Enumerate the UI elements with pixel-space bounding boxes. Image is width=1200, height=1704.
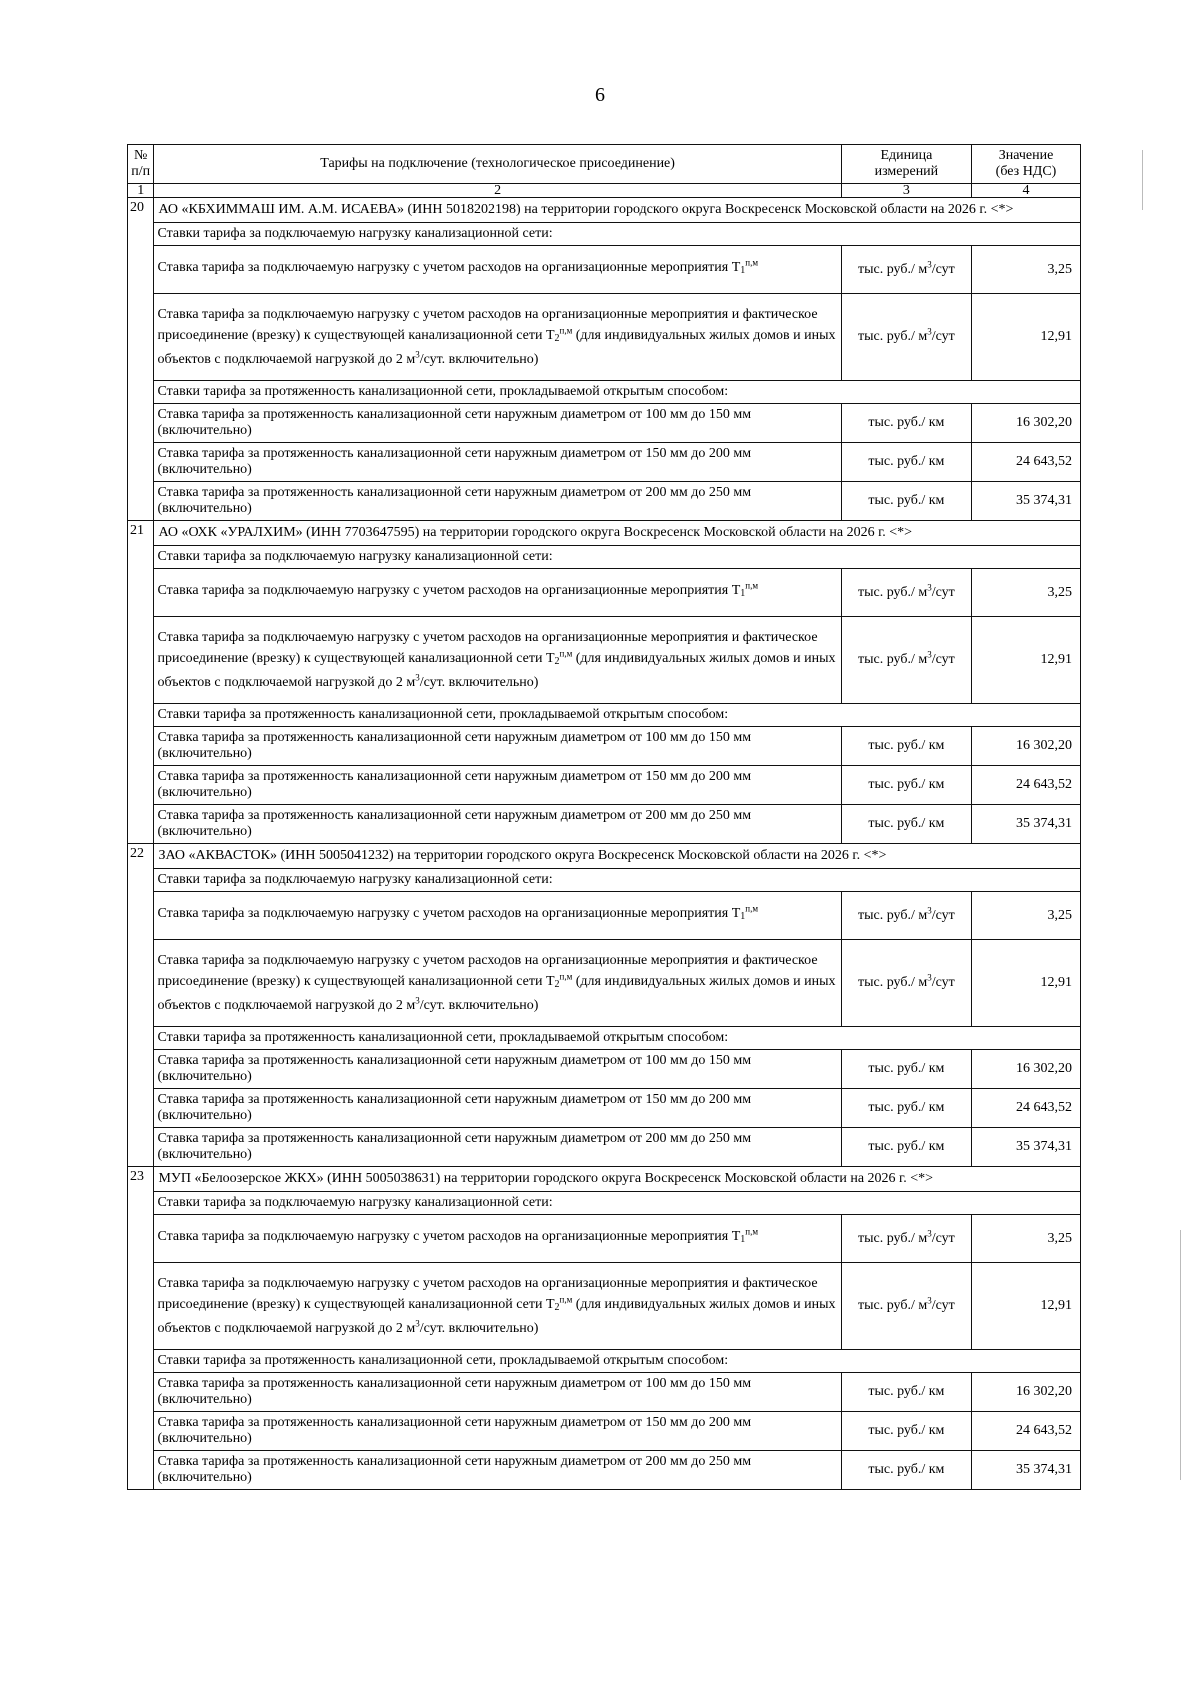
org-row xyxy=(128,198,1081,223)
rate1-description: Ставка тарифа за подключаемую нагрузку с учетом расходов на организационные мероприятия $Т1^{п,м}$ xyxy=(154,569,841,617)
header-row xyxy=(128,145,1081,184)
pipe-unit: тыс. руб./ км xyxy=(841,404,971,443)
tariff-table-body xyxy=(128,198,1081,1490)
org-row xyxy=(128,521,1081,546)
pipe-unit: тыс. руб./ км xyxy=(841,1373,971,1412)
header-index-2: 2 xyxy=(154,184,841,198)
pipe-100-150-value: 16 302,20 xyxy=(972,727,1081,766)
connect-section-label: Ставки тарифа за подключаемую нагрузку канализационной сети: xyxy=(154,869,1081,892)
rate1-value: 3,25 xyxy=(972,1215,1081,1263)
header-number: № п/п xyxy=(128,145,154,184)
rate1-row xyxy=(128,1215,1081,1263)
pipe-unit: тыс. руб./ км xyxy=(841,1050,971,1089)
organization-title: ЗАО «АКВАСТОК» (ИНН 5005041232) на территории городского округа Воскресенск Московской области на 2026 г. <*> xyxy=(154,844,1081,869)
connect-section-row xyxy=(128,546,1081,569)
rate2-value: 12,91 xyxy=(972,940,1081,1027)
page-number: 6 xyxy=(595,84,605,106)
rate1-value: 3,25 xyxy=(972,569,1081,617)
pipe-100-150-description: Ставка тарифа за протяженность канализационной сети наружным диаметром от 100 мм до 150 мм (включительно) xyxy=(154,1373,841,1412)
organization-title: МУП «Белоозерское ЖКХ» (ИНН 5005038631) на территории городского округа Воскресенск Московской области на 2026 г. <*> xyxy=(154,1167,1081,1192)
pipe-row xyxy=(128,1412,1081,1451)
pipe-150-200-description: Ставка тарифа за протяженность канализационной сети наружным диаметром от 150 мм до 200 мм (включительно) xyxy=(154,766,841,805)
entry-number: 22 xyxy=(128,844,154,1167)
pipe-row xyxy=(128,1128,1081,1167)
pipe-150-200-value: 24 643,52 xyxy=(972,1412,1081,1451)
pipe-100-150-value: 16 302,20 xyxy=(972,1050,1081,1089)
pipe-unit: тыс. руб./ км xyxy=(841,1089,971,1128)
pipe-200-250-description: Ставка тарифа за протяженность канализационной сети наружным диаметром от 200 мм до 250 мм (включительно) xyxy=(154,1128,841,1167)
pipe-150-200-value: 24 643,52 xyxy=(972,766,1081,805)
connect-section-label: Ставки тарифа за подключаемую нагрузку канализационной сети: xyxy=(154,223,1081,246)
header-value: Значение (без НДС) xyxy=(972,145,1081,184)
rate2-description: Ставка тарифа за подключаемую нагрузку с учетом расходов на организационные мероприятия и фактическое присоединение (врезку) к существующей канализационной сети $Т2^{п,м}$ (для индивидуальных жилых домов и иных объектов с подключаемой нагрузкой до 2 $м^3$/сут. включительно) xyxy=(154,294,841,381)
pipe-unit: тыс. руб./ км xyxy=(841,443,971,482)
org-row xyxy=(128,844,1081,869)
org-row xyxy=(128,1167,1081,1192)
pipe-200-250-value: 35 374,31 xyxy=(972,482,1081,521)
length-section-row xyxy=(128,1350,1081,1373)
pipe-row xyxy=(128,727,1081,766)
pipe-150-200-description: Ставка тарифа за протяженность канализационной сети наружным диаметром от 150 мм до 200 мм (включительно) xyxy=(154,1089,841,1128)
pipe-row xyxy=(128,766,1081,805)
header-tariffs: Тарифы на подключение (технологическое присоединение) xyxy=(154,145,841,184)
tariff-table xyxy=(127,144,1081,1490)
pipe-row xyxy=(128,1451,1081,1490)
organization-title: АО «ОХК «УРАЛХИМ» (ИНН 7703647595) на территории городского округа Воскресенск Московской области на 2026 г. <*> xyxy=(154,521,1081,546)
rate1-value: 3,25 xyxy=(972,892,1081,940)
pipe-unit: тыс. руб./ км xyxy=(841,805,971,844)
rate1-unit: тыс. руб./ $м^3$/сут xyxy=(841,1215,971,1263)
pipe-200-250-value: 35 374,31 xyxy=(972,805,1081,844)
length-section-row xyxy=(128,704,1081,727)
pipe-unit: тыс. руб./ км xyxy=(841,1128,971,1167)
rate1-value: 3,25 xyxy=(972,246,1081,294)
rate2-value: 12,91 xyxy=(972,294,1081,381)
connect-section-label: Ставки тарифа за подключаемую нагрузку канализационной сети: xyxy=(154,546,1081,569)
rate1-row xyxy=(128,246,1081,294)
rate2-description: Ставка тарифа за подключаемую нагрузку с учетом расходов на организационные мероприятия и фактическое присоединение (врезку) к существующей канализационной сети $Т2^{п,м}$ (для индивидуальных жилых домов и иных объектов с подключаемой нагрузкой до 2 $м^3$/сут. включительно) xyxy=(154,1263,841,1350)
entry-number: 21 xyxy=(128,521,154,844)
pipe-100-150-value: 16 302,20 xyxy=(972,404,1081,443)
rate1-description: Ставка тарифа за подключаемую нагрузку с учетом расходов на организационные мероприятия $Т1^{п,м}$ xyxy=(154,1215,841,1263)
rate1-row xyxy=(128,569,1081,617)
pipe-150-200-value: 24 643,52 xyxy=(972,1089,1081,1128)
rate2-unit: тыс. руб./ $м^3$/сут xyxy=(841,1263,971,1350)
entry-number: 23 xyxy=(128,1167,154,1490)
pipe-150-200-value: 24 643,52 xyxy=(972,443,1081,482)
rate2-value: 12,91 xyxy=(972,1263,1081,1350)
scan-mark xyxy=(1180,1230,1181,1480)
organization-title: АО «КБХИММАШ ИМ. А.М. ИСАЕВА» (ИНН 5018202198) на территории городского округа Воскресенск Московской области на 2026 г. <*> xyxy=(154,198,1081,223)
pipe-unit: тыс. руб./ км xyxy=(841,482,971,521)
length-section-label: Ставки тарифа за протяженность канализационной сети, прокладываемой открытым способом: xyxy=(154,1350,1081,1373)
connect-section-label: Ставки тарифа за подключаемую нагрузку канализационной сети: xyxy=(154,1192,1081,1215)
rate2-unit: тыс. руб./ $м^3$/сут xyxy=(841,617,971,704)
pipe-row xyxy=(128,1089,1081,1128)
connect-section-row xyxy=(128,869,1081,892)
header-index-3: 3 xyxy=(841,184,971,198)
pipe-row xyxy=(128,805,1081,844)
rate2-description: Ставка тарифа за подключаемую нагрузку с учетом расходов на организационные мероприятия и фактическое присоединение (врезку) к существующей канализационной сети $Т2^{п,м}$ (для индивидуальных жилых домов и иных объектов с подключаемой нагрузкой до 2 $м^3$/сут. включительно) xyxy=(154,940,841,1027)
pipe-200-250-description: Ставка тарифа за протяженность канализационной сети наружным диаметром от 200 мм до 250 мм (включительно) xyxy=(154,482,841,521)
connect-section-row xyxy=(128,1192,1081,1215)
pipe-unit: тыс. руб./ км xyxy=(841,1412,971,1451)
length-section-label: Ставки тарифа за протяженность канализационной сети, прокладываемой открытым способом: xyxy=(154,704,1081,727)
pipe-row xyxy=(128,1050,1081,1089)
length-section-label: Ставки тарифа за протяженность канализационной сети, прокладываемой открытым способом: xyxy=(154,1027,1081,1050)
rate2-row xyxy=(128,294,1081,381)
scan-mark xyxy=(1142,150,1143,210)
pipe-row xyxy=(128,482,1081,521)
pipe-150-200-description: Ставка тарифа за протяженность канализационной сети наружным диаметром от 150 мм до 200 мм (включительно) xyxy=(154,1412,841,1451)
pipe-100-150-description: Ставка тарифа за протяженность канализационной сети наружным диаметром от 100 мм до 150 мм (включительно) xyxy=(154,404,841,443)
pipe-200-250-description: Ставка тарифа за протяженность канализационной сети наружным диаметром от 200 мм до 250 мм (включительно) xyxy=(154,805,841,844)
rate2-row xyxy=(128,940,1081,1027)
pipe-row xyxy=(128,404,1081,443)
pipe-unit: тыс. руб./ км xyxy=(841,1451,971,1490)
rate1-unit: тыс. руб./ $м^3$/сут xyxy=(841,892,971,940)
header-index-row xyxy=(128,184,1081,198)
rate2-unit: тыс. руб./ $м^3$/сут xyxy=(841,294,971,381)
rate2-description: Ставка тарифа за подключаемую нагрузку с учетом расходов на организационные мероприятия и фактическое присоединение (врезку) к существующей канализационной сети $Т2^{п,м}$ (для индивидуальных жилых домов и иных объектов с подключаемой нагрузкой до 2 $м^3$/сут. включительно) xyxy=(154,617,841,704)
rate2-value: 12,91 xyxy=(972,617,1081,704)
length-section-row xyxy=(128,1027,1081,1050)
pipe-150-200-description: Ставка тарифа за протяженность канализационной сети наружным диаметром от 150 мм до 200 мм (включительно) xyxy=(154,443,841,482)
pipe-row xyxy=(128,1373,1081,1412)
pipe-200-250-value: 35 374,31 xyxy=(972,1451,1081,1490)
pipe-200-250-description: Ставка тарифа за протяженность канализационной сети наружным диаметром от 200 мм до 250 мм (включительно) xyxy=(154,1451,841,1490)
rate1-row xyxy=(128,892,1081,940)
entry-number: 20 xyxy=(128,198,154,521)
header-index-1: 1 xyxy=(128,184,154,198)
header-index-4: 4 xyxy=(972,184,1081,198)
pipe-100-150-description: Ставка тарифа за протяженность канализационной сети наружным диаметром от 100 мм до 150 мм (включительно) xyxy=(154,1050,841,1089)
rate2-unit: тыс. руб./ $м^3$/сут xyxy=(841,940,971,1027)
pipe-200-250-value: 35 374,31 xyxy=(972,1128,1081,1167)
rate1-unit: тыс. руб./ $м^3$/сут xyxy=(841,246,971,294)
length-section-label: Ставки тарифа за протяженность канализационной сети, прокладываемой открытым способом: xyxy=(154,381,1081,404)
pipe-row xyxy=(128,443,1081,482)
length-section-row xyxy=(128,381,1081,404)
rate2-row xyxy=(128,1263,1081,1350)
connect-section-row xyxy=(128,223,1081,246)
pipe-unit: тыс. руб./ км xyxy=(841,727,971,766)
pipe-100-150-value: 16 302,20 xyxy=(972,1373,1081,1412)
rate1-unit: тыс. руб./ $м^3$/сут xyxy=(841,569,971,617)
pipe-unit: тыс. руб./ км xyxy=(841,766,971,805)
rate2-row xyxy=(128,617,1081,704)
rate1-description: Ставка тарифа за подключаемую нагрузку с учетом расходов на организационные мероприятия $Т1^{п,м}$ xyxy=(154,246,841,294)
rate1-description: Ставка тарифа за подключаемую нагрузку с учетом расходов на организационные мероприятия $Т1^{п,м}$ xyxy=(154,892,841,940)
pipe-100-150-description: Ставка тарифа за протяженность канализационной сети наружным диаметром от 100 мм до 150 мм (включительно) xyxy=(154,727,841,766)
header-unit: Единица измерений xyxy=(841,145,971,184)
